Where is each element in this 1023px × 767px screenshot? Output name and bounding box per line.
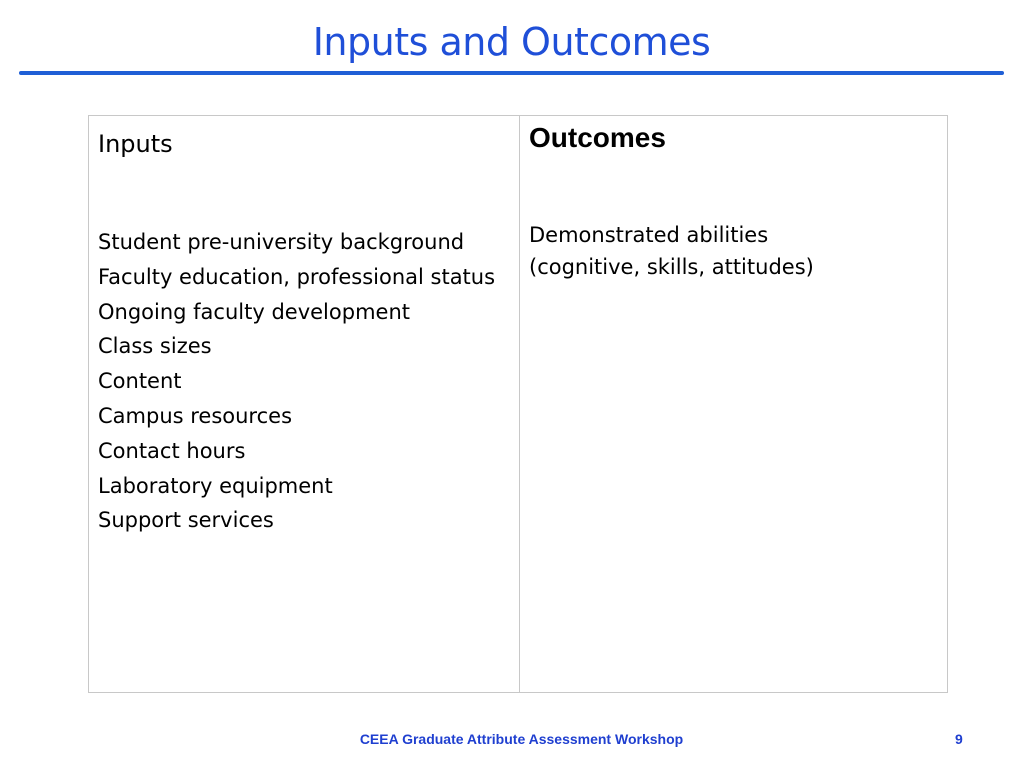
inputs-item: Contact hours (98, 438, 246, 463)
title-rule (19, 71, 1004, 75)
inputs-item: Class sizes (98, 334, 212, 359)
inputs-list (98, 225, 519, 538)
inputs-item: Ongoing faculty development (98, 299, 410, 324)
inputs-heading: Inputs (98, 130, 173, 158)
inputs-item: Content (98, 369, 182, 394)
outcomes-heading: Outcomes (529, 122, 666, 153)
footer-text: CEEA Graduate Attribute Assessment Workshop (359, 731, 684, 747)
slide-title: Inputs and Outcomes (312, 20, 711, 64)
outcomes-body-line: Demonstrated abilities (529, 223, 769, 247)
outcomes-column (520, 116, 947, 692)
inputs-item: Laboratory equipment (98, 473, 333, 498)
inputs-outcomes-table (88, 115, 948, 693)
outcomes-body-line: (cognitive, skills, attitudes) (529, 254, 814, 279)
outcomes-body (529, 220, 929, 283)
inputs-item: Campus resources (98, 403, 293, 428)
inputs-column (89, 116, 520, 692)
page-number: 9 (955, 731, 963, 747)
inputs-item: Faculty education, professional status (98, 264, 496, 289)
inputs-item: Student pre-university background (98, 230, 465, 254)
inputs-item: Support services (98, 508, 274, 533)
